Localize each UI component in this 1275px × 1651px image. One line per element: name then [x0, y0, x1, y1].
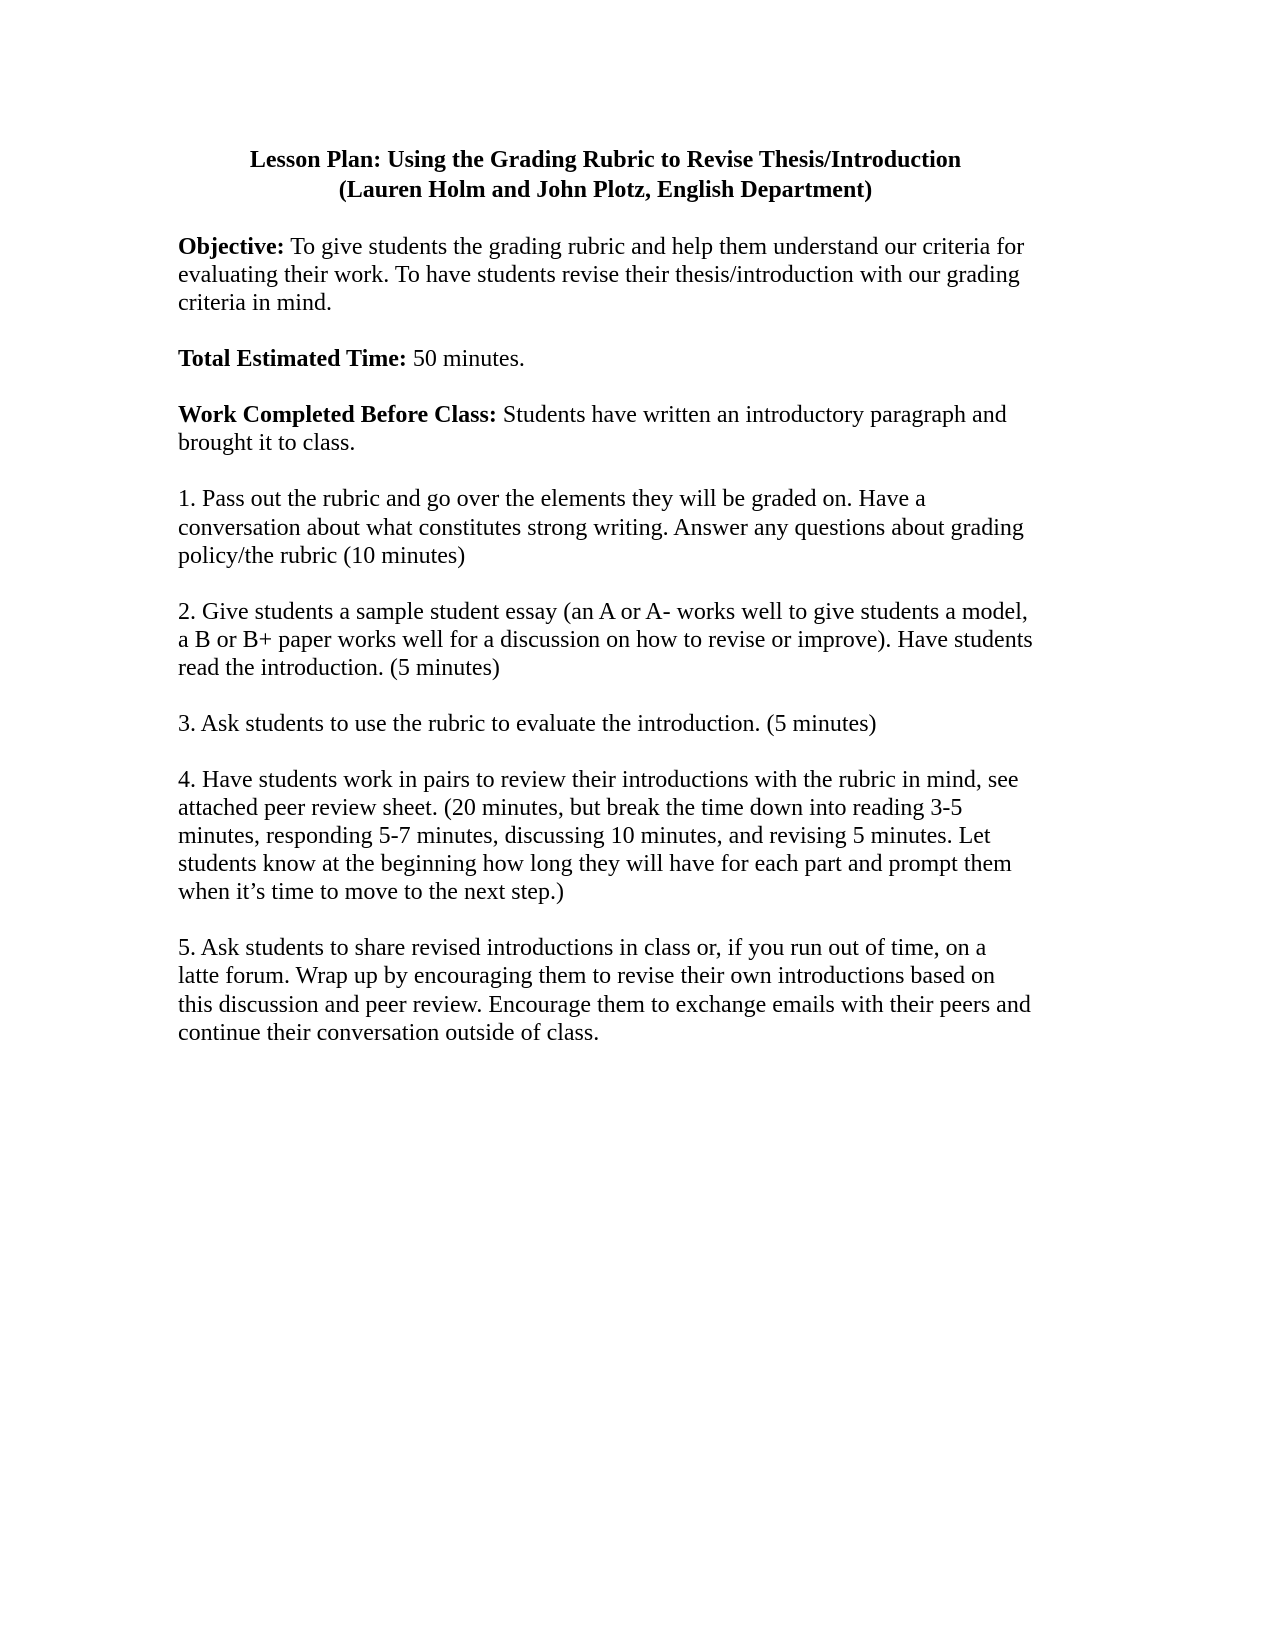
- step-1-paragraph: [178, 485, 1033, 569]
- step-4-text: 4. Have students work in pairs to review their introductions with the rubric in mind, see attached peer review sheet. (20 minutes, but break the time down into reading 3-5 minutes, responding 5-7 minutes, discussing 10 minutes, and revising 5 minutes. Let students know at the beginning how long they will have for each part and prompt them when it’s time to move to the next step.): [178, 767, 1019, 906]
- work-before-class-label: Work Completed Before Class:: [178, 402, 497, 429]
- step-5-paragraph: [178, 934, 1033, 1046]
- estimated-time-text: 50 minutes.: [406, 346, 525, 373]
- work-before-class-text: Students have written an introductory paragraph and brought it to class.: [178, 402, 1007, 457]
- step-5-text: 5. Ask students to share revised introductions in class or, if you run out of time, on a latte forum. Wrap up by encouraging them to revise their own introductions based on this discussion and peer review. Encourage them to exchange emails with their peers and continue their conversation outside of class.: [178, 935, 1031, 1046]
- estimated-time-paragraph: [178, 345, 1033, 373]
- document-title-line2: (Lauren Holm and John Plotz, English Department): [338, 177, 873, 203]
- objective-label: Objective:: [178, 234, 285, 260]
- step-3-text: 3. Ask students to use the rubric to evaluate the introduction. (5 minutes): [178, 710, 877, 737]
- step-4-paragraph: [178, 766, 1033, 906]
- step-2-paragraph: [178, 598, 1033, 682]
- step-1-text: 1. Pass out the rubric and go over the elements they will be graded on. Have a conversation about what constitutes strong writing. Answer any questions about grading policy/the rubric (10 minutes): [178, 486, 1024, 569]
- estimated-time-label: Total Estimated Time:: [178, 346, 407, 373]
- document-title: [178, 145, 1033, 205]
- work-before-class-paragraph: [178, 401, 1033, 457]
- objective-text: To give students the grading rubric and help them understand our criteria for evaluating their work. To have students revise their thesis/introduction with our grading criteria in mind.: [178, 234, 1025, 317]
- objective-paragraph: [178, 233, 1033, 317]
- step-3-paragraph: [178, 710, 1033, 738]
- step-2-text: 2. Give students a sample student essay (an A or A- works well to give students a model, a B or B+ paper works well for a discussion on how to revise or improve). Have students read the introduction. (5 minutes): [178, 598, 1033, 681]
- document-title-line1: Lesson Plan: Using the Grading Rubric to Revise Thesis/Introduction: [249, 147, 962, 173]
